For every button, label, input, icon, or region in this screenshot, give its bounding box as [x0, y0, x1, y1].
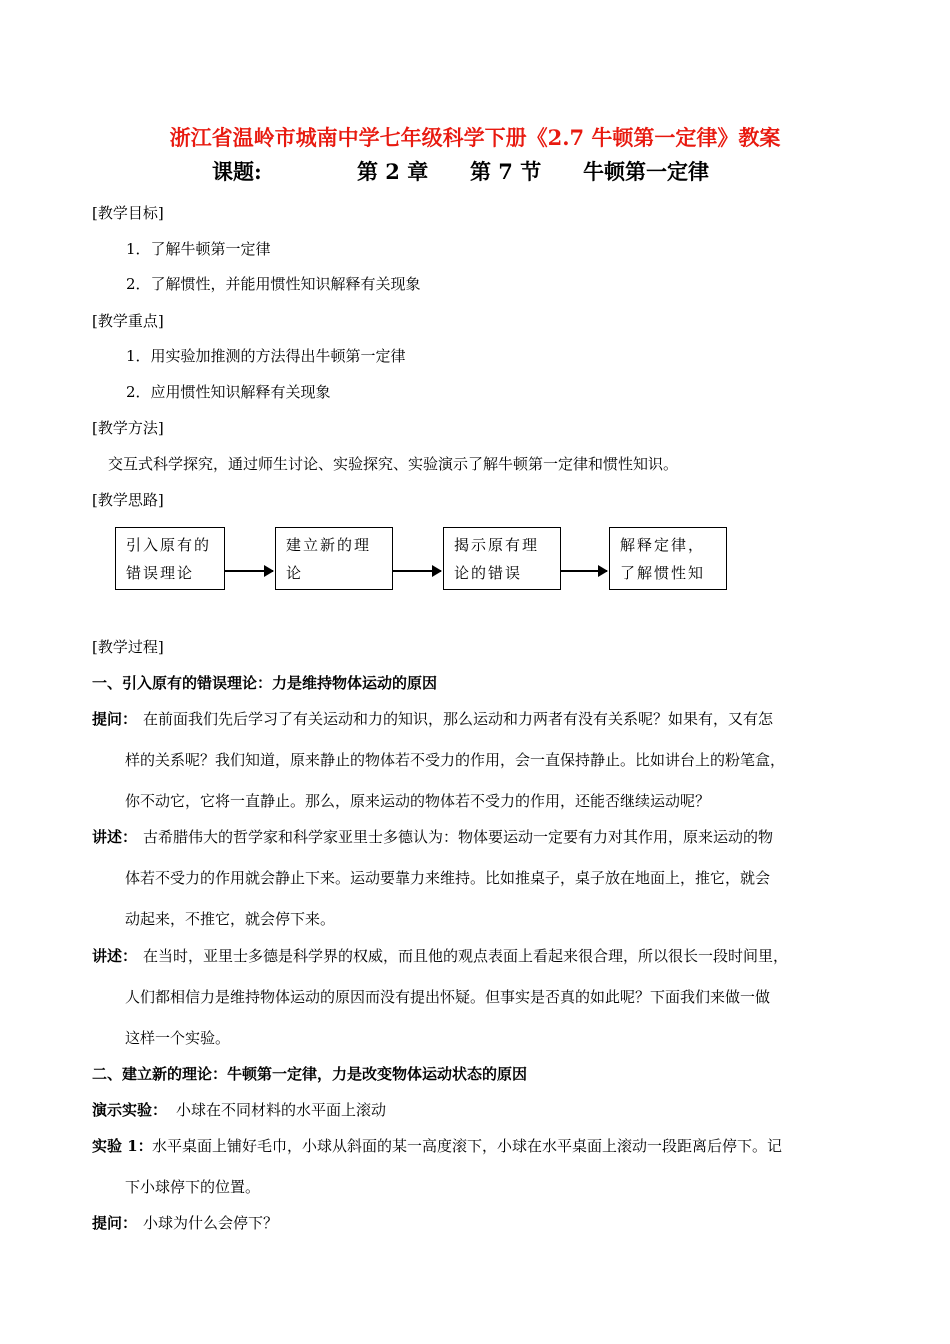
q1-line: 你不动它，它将一直静止。那么，原来运动的物体若不受力的作用，还能否继续运动呢？: [125, 792, 711, 810]
method-heading: [教学方法]: [92, 419, 164, 437]
q2-label: 提问：: [92, 1214, 138, 1232]
q1-line: 在前面我们先后学习了有关运动和力的知识，那么运动和力两者有没有关系呢？如果有，又有怎: [143, 710, 774, 728]
t2-line: 这样一个实验。: [125, 1029, 231, 1047]
part1-heading: 一、引入原有的错误理论：力是维持物体运动的原因: [92, 674, 438, 692]
q1-line: 样的关系呢？我们知道，原来静止的物体若不受力的作用，会一直保持静止。比如讲台上的粉笔盒，: [125, 751, 786, 769]
subject-label: 课题:: [212, 159, 262, 184]
process-heading: [教学过程]: [92, 638, 164, 656]
demo-text: 小球在不同材料的水平面上滚动: [176, 1101, 387, 1119]
t2-line: 在当时，亚里士多德是科学界的权威，而且他的观点表面上看起来很合理，所以很长一段时间里，: [143, 947, 789, 965]
exp1-line: 下小球停下的位置。: [125, 1178, 261, 1196]
flow-step-3: 揭示原有理论的错误: [443, 527, 561, 590]
exp1-line: 水平桌面上铺好毛巾，小球从斜面的某一高度滚下，小球在水平桌面上滚动一段距离后停下。记: [152, 1137, 783, 1155]
t2-label: 讲述：: [92, 947, 138, 965]
subject-section: 第 7 节: [470, 159, 542, 184]
t1-line: 体若不受力的作用就会静止下来。运动要靠力来维持。比如推桌子，桌子放在地面上，推它，就会: [125, 869, 771, 887]
subject-topic: 牛顿第一定律: [583, 159, 709, 184]
key-points-heading: [教学重点]: [92, 312, 164, 330]
t1-line: 动起来，不推它，就会停下来。: [125, 910, 336, 928]
approach-heading: [教学思路]: [92, 491, 164, 509]
document-title: 浙江省温岭市城南中学七年级科学下册《2.7 牛顿第一定律》教案: [169, 125, 781, 150]
subject-chapter: 第 2 章: [357, 159, 429, 184]
q2-text: 小球为什么会停下？: [143, 1214, 279, 1232]
exp1-label: 实验 1：: [92, 1137, 153, 1155]
goals-heading: [教学目标]: [92, 204, 164, 222]
flow-arrow: [393, 570, 441, 572]
key-point-item: 2．应用惯性知识解释有关现象: [126, 383, 331, 401]
t1-label: 讲述：: [92, 828, 138, 846]
flow-step-4: 解释定律，了解惯性知: [609, 527, 727, 590]
flow-step-1: 引入原有的错误理论: [115, 527, 225, 590]
flow-arrow: [225, 570, 273, 572]
t1-line: 古希腊伟大的哲学家和科学家亚里士多德认为：物体要运动一定要有力对其作用，原来运动的物: [143, 828, 774, 846]
flow-step-2: 建立新的理论: [275, 527, 393, 590]
goal-item: 2．了解惯性，并能用惯性知识解释有关现象: [126, 275, 421, 293]
flow-arrow: [561, 570, 607, 572]
q1-label: 提问：: [92, 710, 138, 728]
method-text: 交互式科学探究，通过师生讨论、实验探究、实验演示了解牛顿第一定律和惯性知识。: [108, 455, 679, 473]
t2-line: 人们都相信力是维持物体运动的原因而没有提出怀疑。但事实是否真的如此呢？下面我们来做一做: [125, 988, 771, 1006]
key-point-item: 1．用实验加推测的方法得出牛顿第一定律: [126, 347, 406, 365]
part2-heading: 二、建立新的理论：牛顿第一定律，力是改变物体运动状态的原因: [92, 1065, 528, 1083]
goal-item: 1．了解牛顿第一定律: [126, 240, 271, 258]
demo-label: 演示实验：: [92, 1101, 168, 1119]
